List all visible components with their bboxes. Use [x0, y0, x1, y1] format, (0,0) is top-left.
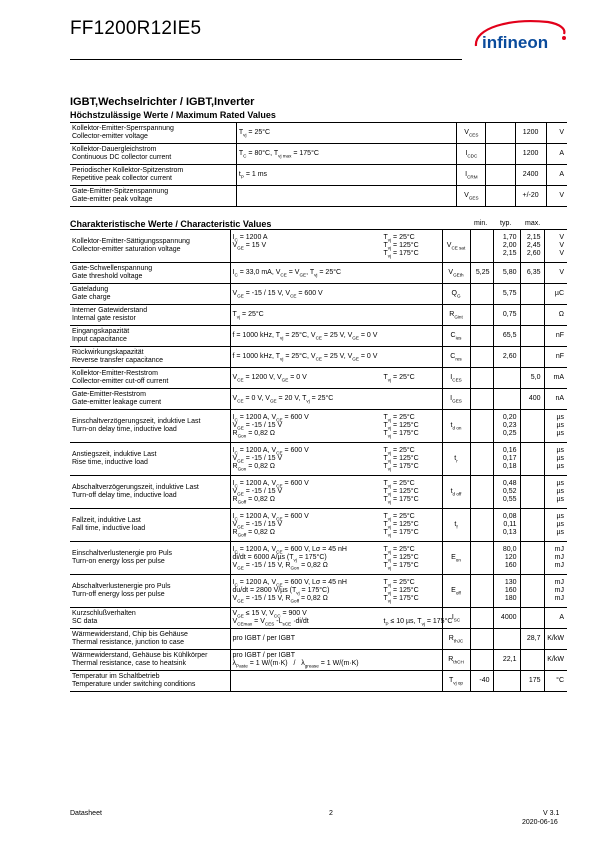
footer-version: V 3.1	[543, 810, 560, 817]
max-value	[520, 305, 544, 326]
symbol: $t_{d off}$	[442, 476, 470, 509]
min-value	[470, 326, 493, 347]
min-value	[470, 347, 493, 368]
symbol: $I_{CRM}$	[457, 165, 486, 186]
max-value	[520, 509, 544, 542]
typ-value: 130 160 180	[493, 575, 520, 608]
typ-value: 4000	[493, 608, 520, 629]
typ-value: 5,75	[493, 284, 520, 305]
symbol: $I_{SC}$	[442, 608, 470, 629]
typ-value: 0,20 0,23 0,25	[493, 410, 520, 443]
symbol: $C_{res}$	[442, 347, 470, 368]
test-conditions: $T_{vj} = 25^\circ C$	[236, 123, 456, 144]
test-conditions: $V_{CE} = 1200$ V, $V_{GE} = 0$ V $T_{vj} = 25^\circ C$	[230, 368, 442, 389]
min-value	[470, 542, 493, 575]
unit: °C	[544, 671, 567, 692]
unit: V	[544, 263, 567, 284]
max-value	[520, 284, 544, 305]
unit: A	[544, 608, 567, 629]
test-conditions: $T_C = 80^\circ C$, $T_{vj max} = 175^\circ C$	[236, 144, 456, 165]
typ-value	[493, 389, 520, 410]
characteristic-row	[70, 326, 567, 347]
unit: mJ mJ mJ	[544, 542, 567, 575]
max-rating-row	[70, 165, 567, 186]
min-value	[470, 230, 493, 263]
max-value	[520, 476, 544, 509]
parameter-name: Gate-Schwellenspannung Gate threshold voltage	[70, 263, 230, 284]
min-value: -40	[470, 671, 493, 692]
unit: V V V	[544, 230, 567, 263]
symbol: $E_{on}$	[442, 542, 470, 575]
parameter-name: Periodischer Kollektor-Spitzenstrom Repetitive peak collector current	[70, 165, 236, 186]
typ-value: 0,08 0,11 0,13	[493, 509, 520, 542]
unit: nA	[544, 389, 567, 410]
parameter-name: Einschaltverlustenergie pro Puls Turn-on energy loss per pulse	[70, 542, 230, 575]
characteristic-values-table	[70, 229, 567, 692]
characteristic-row	[70, 263, 567, 284]
parameter-name: Wärmewiderstand, Chip bis Gehäuse Thermal resistance, junction to case	[70, 629, 230, 650]
unit: Ω	[544, 305, 567, 326]
char-values-subtitle: Charakteristische Werte / Characteristic Values	[70, 219, 272, 229]
max-value	[520, 542, 544, 575]
test-conditions: $I_C = 1200$ A, $V_{CE} = 600$ V, Lσ = 45 nH $T_{vj} = 25^\circ C$ du/dt = 2800 V/µs $(T_{vj} = 175^\circ C)$ $T_{vj} = 125^\circ C$ $V_{GE} = -15 / 15$ V, $R_{Goff} = 0,82$ Ω $T_{vj} = 175^\circ C$	[230, 575, 442, 608]
max-value: 175	[520, 671, 544, 692]
max-value	[520, 443, 544, 476]
max-rating-row	[70, 123, 567, 144]
symbol: $Q_G$	[442, 284, 470, 305]
parameter-name: Kollektor-Dauergleichstrom Continuous DC collector current	[70, 144, 236, 165]
max-value: 6,35	[520, 263, 544, 284]
rated-value: 2400	[515, 165, 546, 186]
max-value	[520, 650, 544, 671]
typ-value	[493, 671, 520, 692]
characteristic-row	[70, 443, 567, 476]
unit: mJ mJ mJ	[544, 575, 567, 608]
unit: A	[546, 144, 567, 165]
min-value: 5,25	[470, 263, 493, 284]
symbol: $E_{off}$	[442, 575, 470, 608]
characteristic-row	[70, 608, 567, 629]
characteristic-row	[70, 410, 567, 443]
parameter-name: Eingangskapazität Input capacitance	[70, 326, 230, 347]
min-value	[470, 629, 493, 650]
max-value	[520, 326, 544, 347]
section-title: IGBT,Wechselrichter / IGBT,Inverter	[70, 96, 255, 108]
parameter-name: Kollektor-Emitter-Reststrom Collector-emitter cut-off current	[70, 368, 230, 389]
symbol: $R_{Gint}$	[442, 305, 470, 326]
parameter-name: Rückwirkungskapazität Reverse transfer capacitance	[70, 347, 230, 368]
symbol: $I_{CDC}$	[457, 144, 486, 165]
characteristic-row	[70, 347, 567, 368]
symbol: $t_{d on}$	[442, 410, 470, 443]
characteristic-row	[70, 230, 567, 263]
document-title: FF1200R12IE5	[70, 18, 202, 39]
parameter-name: Abschaltverlustenergie pro Puls Turn-off energy loss per pulse	[70, 575, 230, 608]
max-rating-row	[70, 186, 567, 207]
parameter-name: Temperatur im Schaltbetrieb Temperature under switching conditions	[70, 671, 230, 692]
symbol: $R_{thCH}$	[442, 650, 470, 671]
min-value	[470, 509, 493, 542]
parameter-name: Kollektor-Emitter-Sperrspannung Collector-emitter voltage	[70, 123, 236, 144]
typ-value: 0,75	[493, 305, 520, 326]
unit: µC	[544, 284, 567, 305]
col-min-header: min.	[474, 220, 488, 227]
max-value	[520, 410, 544, 443]
header-rule	[70, 59, 462, 60]
parameter-name: Gateladung Gate charge	[70, 284, 230, 305]
parameter-name: Abschaltverzögerungszeit, induktive Last Turn-off delay time, inductive load	[70, 476, 230, 509]
unit: µs µs µs	[544, 509, 567, 542]
characteristic-row	[70, 305, 567, 326]
parameter-name: Kurzschlußverhalten SC data	[70, 608, 230, 629]
unit: A	[546, 165, 567, 186]
min-value	[470, 650, 493, 671]
col-typ-header: typ.	[500, 220, 512, 227]
rated-value: +/-20	[515, 186, 546, 207]
parameter-name: Interner Gatewiderstand Internal gate resistor	[70, 305, 230, 326]
max-value: 5,0	[520, 368, 544, 389]
test-conditions: $I_C = 1200$ A, $V_{CE} = 600$ V $T_{vj} = 25^\circ C$ $V_{GE} = -15 / 15$ V $T_{vj} = 125^\circ C$ $R_{Goff} = 0,82$ Ω $T_{vj} = 175^\circ C$	[230, 476, 442, 509]
test-conditions: pro IGBT / per IGBT	[230, 629, 442, 650]
symbol: $C_{ies}$	[442, 326, 470, 347]
test-conditions: $V_{CE} = 0$ V, $V_{GE} = 20$ V, $T_{vj} = 25^\circ C$	[230, 389, 442, 410]
unit: µs µs µs	[544, 410, 567, 443]
max-ratings-table	[70, 122, 567, 207]
test-conditions: $I_C = 1200$ A, $V_{CE} = 600$ V $T_{vj} = 25^\circ C$ $V_{GE} = -15 / 15$ V $T_{vj} = 125^\circ C$ $R_{Goff} = 0,82$ Ω $T_{vj} = 175^\circ C$	[230, 509, 442, 542]
unit: µs µs µs	[544, 443, 567, 476]
max-value	[520, 575, 544, 608]
max-rating-row	[70, 144, 567, 165]
symbol: $T_{vj op}$	[442, 671, 470, 692]
min-value	[470, 368, 493, 389]
max-value: 2,15 2,45 2,60	[520, 230, 544, 263]
typ-value: 0,16 0,17 0,18	[493, 443, 520, 476]
typ-value	[493, 629, 520, 650]
footer-datasheet: Datasheet	[70, 810, 102, 817]
typ-value	[493, 368, 520, 389]
symbol: $V_{GEth}$	[442, 263, 470, 284]
test-conditions: $I_C = 1200$ A, $V_{CE} = 600$ V $T_{vj} = 25^\circ C$ $V_{GE} = -15 / 15$ V $T_{vj} = 125^\circ C$ $R_{Gon} = 0,82$ Ω $T_{vj} = 175^\circ C$	[230, 410, 442, 443]
spacer-cell	[486, 186, 515, 207]
parameter-name: Kollektor-Emitter-Sättigungsspannung Collector-emitter saturation voltage	[70, 230, 230, 263]
characteristic-row	[70, 476, 567, 509]
symbol: $t_f$	[442, 509, 470, 542]
typ-value: 22,1	[493, 650, 520, 671]
test-conditions: $I_C = 1200$ A $T_{vj} = 25^\circ C$ $V_{GE} = 15$ V $T_{vj} = 125^\circ C$ $T_{vj} = 175^\circ C$	[230, 230, 442, 263]
parameter-name: Fallzeit, induktive Last Fall time, inductive load	[70, 509, 230, 542]
characteristic-row	[70, 284, 567, 305]
symbol: $I_{CES}$	[442, 368, 470, 389]
unit: µs µs µs	[544, 476, 567, 509]
parameter-name: Gate-Emitter-Spitzenspannung Gate-emitter peak voltage	[70, 186, 236, 207]
test-conditions: f = 1000 kHz, $T_{vj} = 25^\circ C$, $V_{CE} = 25$ V, $V_{GE} = 0$ V	[230, 326, 442, 347]
typ-value: 2,60	[493, 347, 520, 368]
unit: V	[546, 123, 567, 144]
test-conditions	[236, 186, 456, 207]
typ-value: 1,70 2,00 2,15	[493, 230, 520, 263]
col-max-header: max.	[525, 220, 541, 227]
characteristic-row	[70, 542, 567, 575]
test-conditions: $I_C = 1200$ A, $V_{CE} = 600$ V $T_{vj} = 25^\circ C$ $V_{GE} = -15 / 15$ V $T_{vj} = 125^\circ C$ $R_{Gon} = 0,82$ Ω $T_{vj} = 175^\circ C$	[230, 443, 442, 476]
spacer-cell	[486, 123, 515, 144]
min-value	[470, 284, 493, 305]
characteristic-row	[70, 650, 567, 671]
unit: nF	[544, 326, 567, 347]
infineon-logo	[470, 16, 568, 56]
svg-text:infineon: infineon	[482, 33, 549, 52]
parameter-name: Gate-Emitter-Reststrom Gate-emitter leakage current	[70, 389, 230, 410]
typ-value: 5,80	[493, 263, 520, 284]
max-value	[520, 608, 544, 629]
max-value: 28,7	[520, 629, 544, 650]
min-value	[470, 608, 493, 629]
characteristic-row	[70, 389, 567, 410]
max-value	[520, 347, 544, 368]
typ-value: 80,0 120 160	[493, 542, 520, 575]
spacer-cell	[486, 165, 515, 186]
max-value: 400	[520, 389, 544, 410]
unit: nF	[544, 347, 567, 368]
min-value	[470, 476, 493, 509]
symbol: $V_{CE sat}$	[442, 230, 470, 263]
characteristic-row	[70, 671, 567, 692]
footer-date: 2020-06-16	[522, 819, 558, 826]
characteristic-row	[70, 509, 567, 542]
symbol: $R_{thJC}$	[442, 629, 470, 650]
unit: K/kW	[544, 650, 567, 671]
test-conditions: f = 1000 kHz, $T_{vj} = 25^\circ C$, $V_{CE} = 25$ V, $V_{GE} = 0$ V	[230, 347, 442, 368]
min-value	[470, 443, 493, 476]
parameter-name: Anstiegszeit, induktive Last Rise time, inductive load	[70, 443, 230, 476]
test-conditions: $I_C = 33,0$ mA, $V_{CE} = V_{GE}$, $T_{vj} = 25^\circ C$	[230, 263, 442, 284]
parameter-name: Einschaltverzögerungszeit, induktive Last Turn-on delay time, inductive load	[70, 410, 230, 443]
rated-value: 1200	[515, 123, 546, 144]
footer-page-number: 2	[329, 810, 333, 817]
test-conditions: $I_C = 1200$ A, $V_{CE} = 600$ V, Lσ = 45 nH $T_{vj} = 25^\circ C$ di/dt = 6000 A/µs $(T_{vj} = 175^\circ C)$ $T_{vj} = 125^\circ C$ $V_{GE} = -15 / 15$ V, $R_{Gon} = 0,82$ Ω $T_{vj} = 175^\circ C$	[230, 542, 442, 575]
symbol: $t_r$	[442, 443, 470, 476]
typ-value: 65,5	[493, 326, 520, 347]
characteristic-row	[70, 629, 567, 650]
typ-value: 0,48 0,52 0,55	[493, 476, 520, 509]
characteristic-row	[70, 368, 567, 389]
symbol: $V_{CES}$	[457, 123, 486, 144]
test-conditions: $t_P = 1$ ms	[236, 165, 456, 186]
min-value	[470, 410, 493, 443]
test-conditions: $V_{GE} \le 15$ V, $V_{CC} = 900$ V $V_{CEmax} = V_{CES}$ $-L_{sCE} \cdot di/dt$ $t_P \le 10$ µs, $T_{vj} = 175^\circ C$	[230, 608, 442, 629]
min-value	[470, 305, 493, 326]
symbol: $I_{GES}$	[442, 389, 470, 410]
test-conditions	[230, 671, 442, 692]
unit: mA	[544, 368, 567, 389]
unit: V	[546, 186, 567, 207]
spacer-cell	[486, 144, 515, 165]
min-value	[470, 389, 493, 410]
test-conditions: $V_{GE} = -15 / 15$ V, $V_{CE} = 600$ V	[230, 284, 442, 305]
test-conditions: $T_{vj} = 25^\circ C$	[230, 305, 442, 326]
characteristic-row	[70, 575, 567, 608]
rated-value: 1200	[515, 144, 546, 165]
min-value	[470, 575, 493, 608]
parameter-name: Wärmewiderstand, Gehäuse bis Kühlkörper Thermal resistance, case to heatsink	[70, 650, 230, 671]
max-ratings-subtitle: Höchstzulässige Werte / Maximum Rated Values	[70, 110, 276, 120]
unit: K/kW	[544, 629, 567, 650]
test-conditions: pro IGBT / per IGBT $\lambda_{Paste} = 1$ $W/(m\cdot K) / \lambda_{grease} = 1$ W/(m·K)	[230, 650, 442, 671]
symbol: $V_{GES}$	[457, 186, 486, 207]
